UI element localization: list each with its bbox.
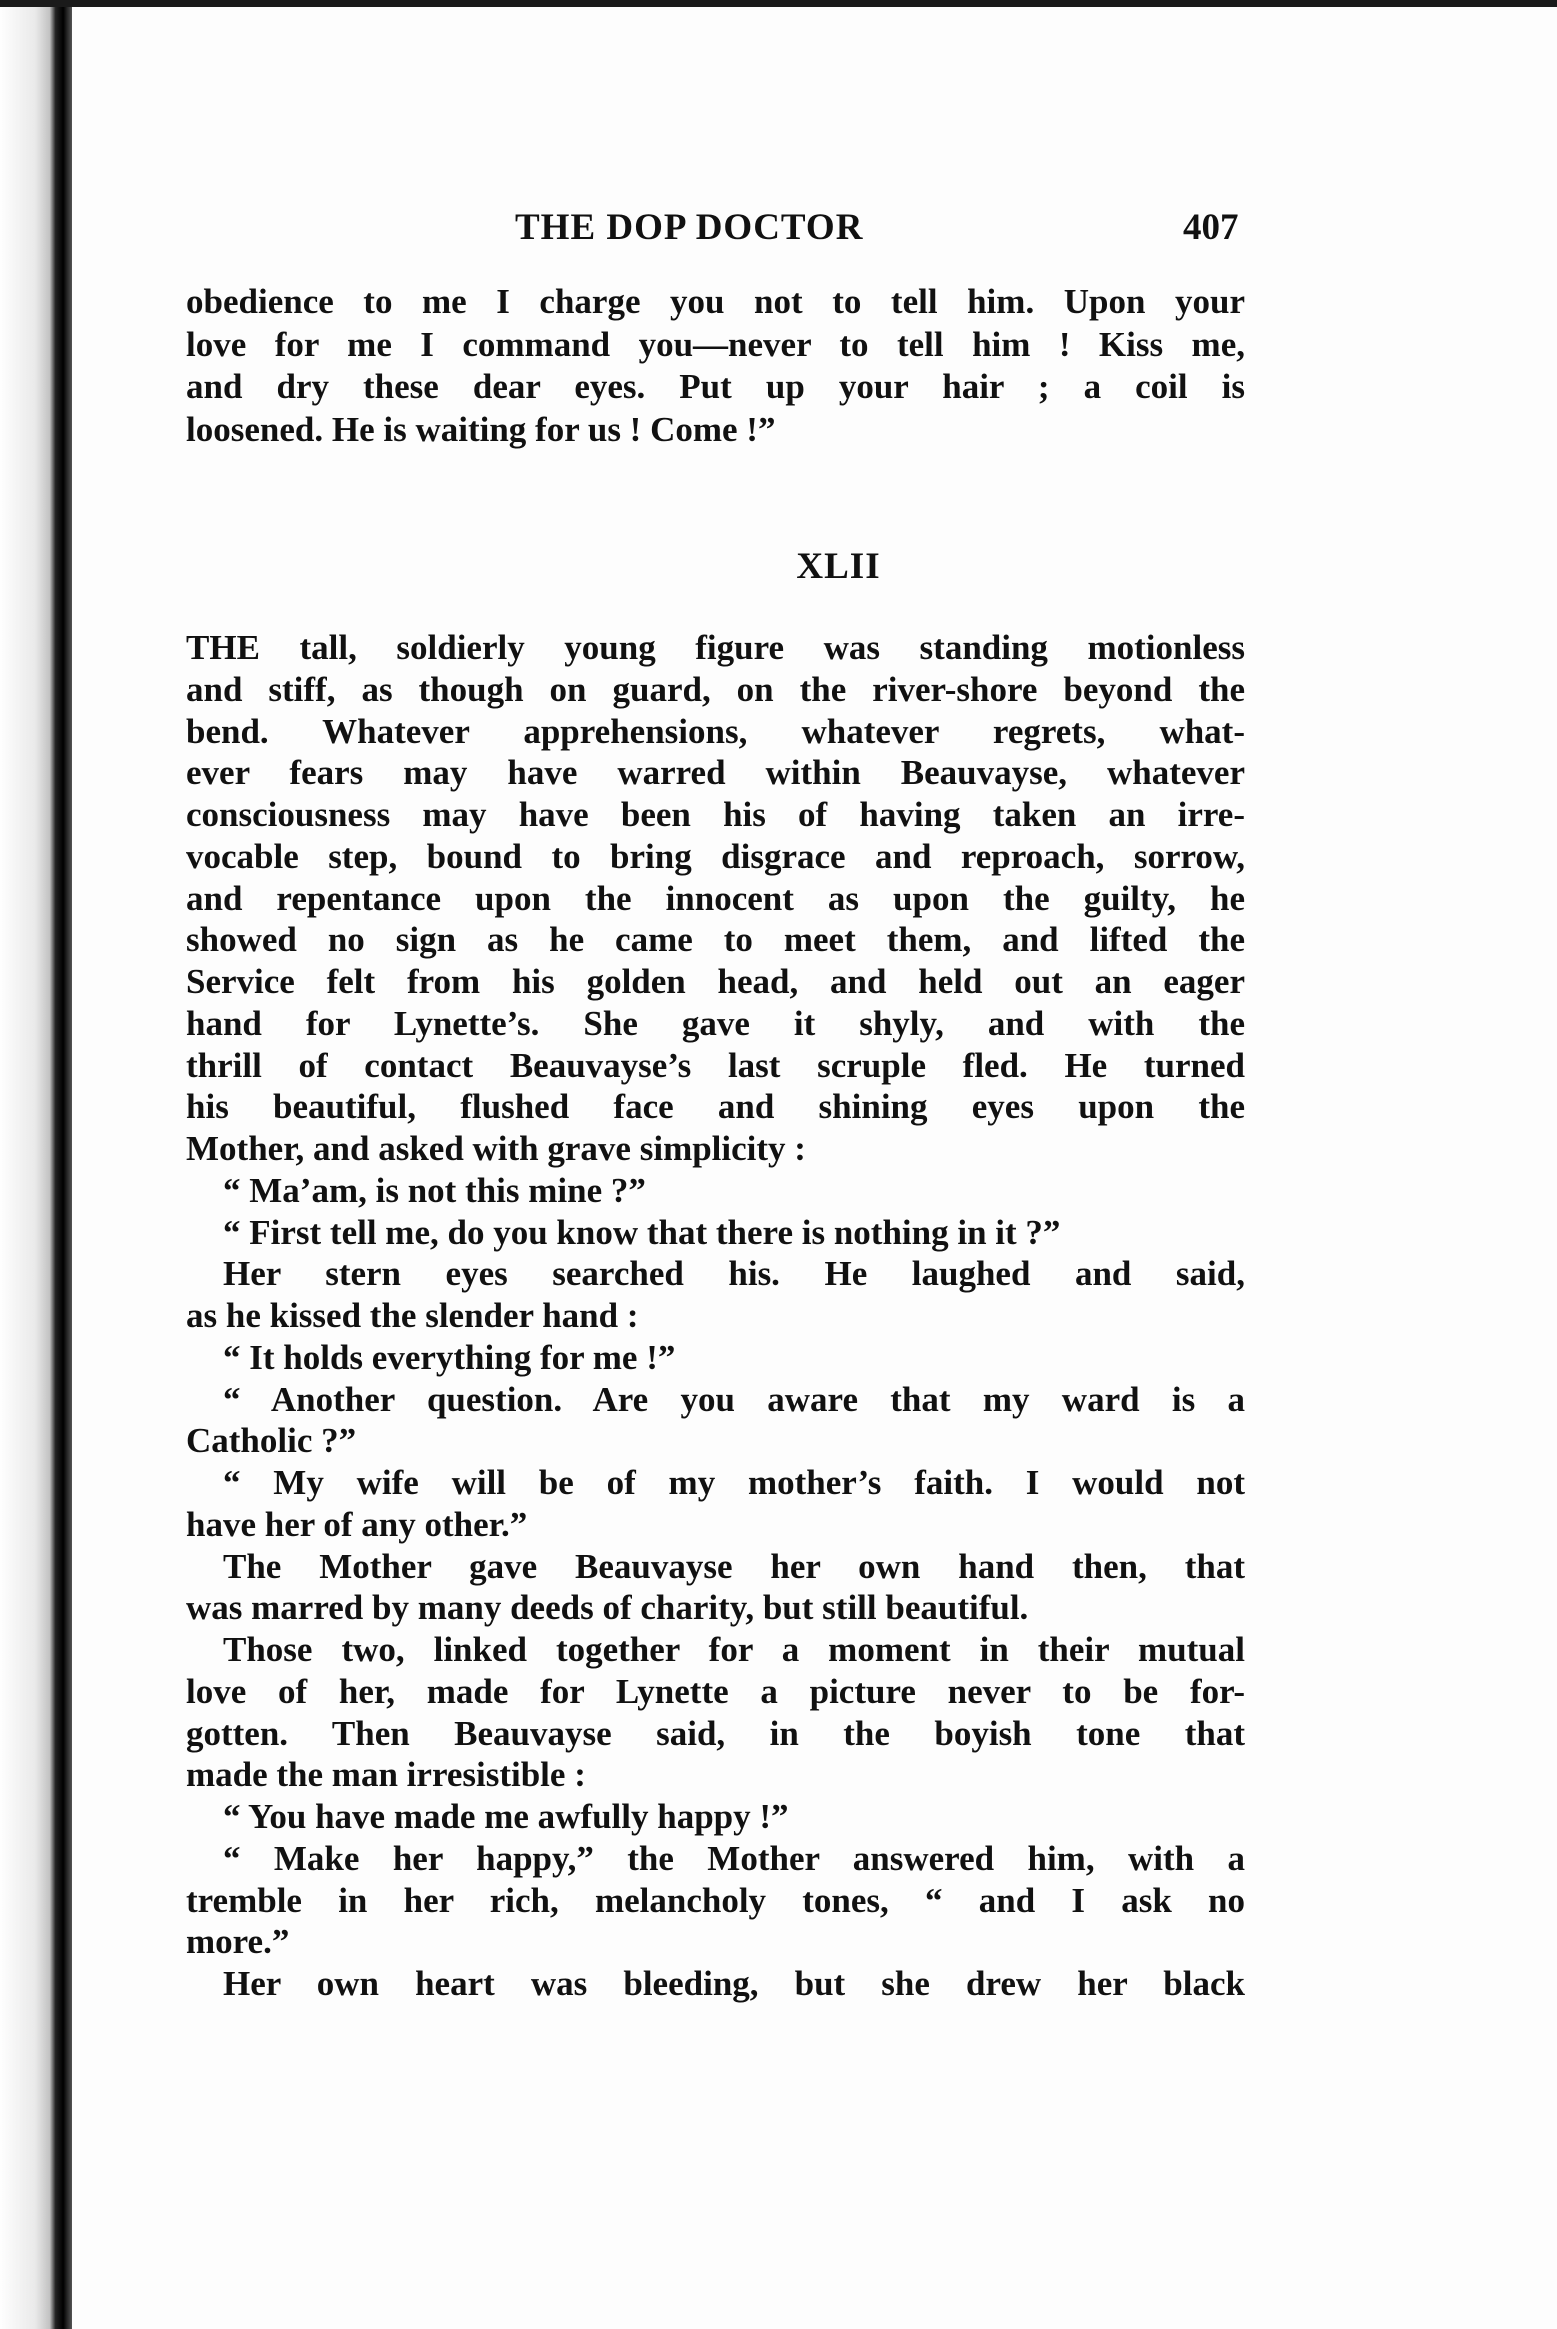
text-line: as he kissed the slender hand :: [186, 1296, 639, 1335]
text-line: obedience to me I charge you not to tell him. Upon your: [186, 282, 1245, 321]
text-line: The Mother gave Beauvayse her own hand then, that: [223, 1546, 1245, 1586]
text-line: “ You have made me awfully happy !”: [223, 1797, 789, 1836]
text-line: and stiff, as though on guard, on the river-shore beyond the: [186, 669, 1245, 709]
text-line: “ First tell me, do you know that there is nothing in it ?”: [223, 1212, 1061, 1252]
page-number: 407: [1183, 207, 1239, 248]
text-line: showed no sign as he came to meet them, and lifted the: [186, 920, 1245, 960]
text-line: vocable step, bound to bring disgrace and reproach, sorrow,: [186, 836, 1245, 876]
text-line: and dry these dear eyes. Put up your hair ; a coil is: [186, 367, 1245, 406]
text-line: Those two, linked together for a moment in their mutual: [223, 1630, 1245, 1669]
text-line: gotten. Then Beauvayse said, in the boyish tone that: [186, 1713, 1245, 1753]
text-line: bend. Whatever apprehensions, whatever regrets, what-: [186, 711, 1245, 751]
text-line: consciousness may have been his of having taken an irre-: [186, 795, 1245, 834]
text-line: love of her, made for Lynette a picture never to be for-: [186, 1671, 1245, 1711]
text-line: more.”: [186, 1922, 290, 1962]
text-line: love for me I command you—never to tell him ! Kiss me,: [186, 324, 1245, 364]
text-line: have her of any other.”: [186, 1504, 528, 1544]
text-line: Mother, and asked with grave simplicity :: [186, 1129, 806, 1168]
text-line: “ Another question. Are you aware that my ward is a: [223, 1379, 1245, 1419]
running-header-title: THE DOP DOCTOR: [515, 207, 864, 248]
text-line: Service felt from his golden head, and held out an eager: [186, 962, 1245, 1001]
text-line: and repentance upon the innocent as upon the guilty, he: [186, 878, 1245, 918]
text-line: “ It holds everything for me !”: [223, 1337, 676, 1377]
text-line: made the man irresistible :: [186, 1755, 586, 1795]
text-line: hand for Lynette’s. She gave it shyly, and with the: [186, 1003, 1245, 1043]
text-line: “ Ma’am, is not this mine ?”: [223, 1170, 646, 1210]
page-gutter-shadow: [0, 0, 50, 2329]
text-line: Her own heart was bleeding, but she drew her black: [223, 1964, 1245, 2003]
text-line: loosened. He is waiting for us ! Come !”: [186, 409, 776, 449]
top-scan-edge: [0, 0, 1557, 7]
text-line: tremble in her rich, melancholy tones, “ and I ask no: [186, 1880, 1245, 1920]
text-line: was marred by many deeds of charity, but still beautiful.: [186, 1588, 1029, 1628]
text-line: Her stern eyes searched his. He laughed and said,: [223, 1254, 1245, 1294]
text-line: Catholic ?”: [186, 1421, 357, 1461]
text-line: “ Make her happy,” the Mother answered him, with a: [223, 1838, 1245, 1878]
book-spine-edge: [50, 0, 72, 2329]
text-line: ever fears may have warred within Beauvayse, whatever: [186, 753, 1245, 793]
text-line: his beautiful, flushed face and shining eyes upon the: [186, 1087, 1245, 1127]
chapter-heading: XLII: [796, 546, 881, 587]
text-line: THE tall, soldierly young figure was standing motionless: [186, 628, 1245, 667]
text-line: “ My wife will be of my mother’s faith. I would not: [223, 1463, 1245, 1502]
text-line: thrill of contact Beauvayse’s last scruple fled. He turned: [186, 1045, 1245, 1085]
